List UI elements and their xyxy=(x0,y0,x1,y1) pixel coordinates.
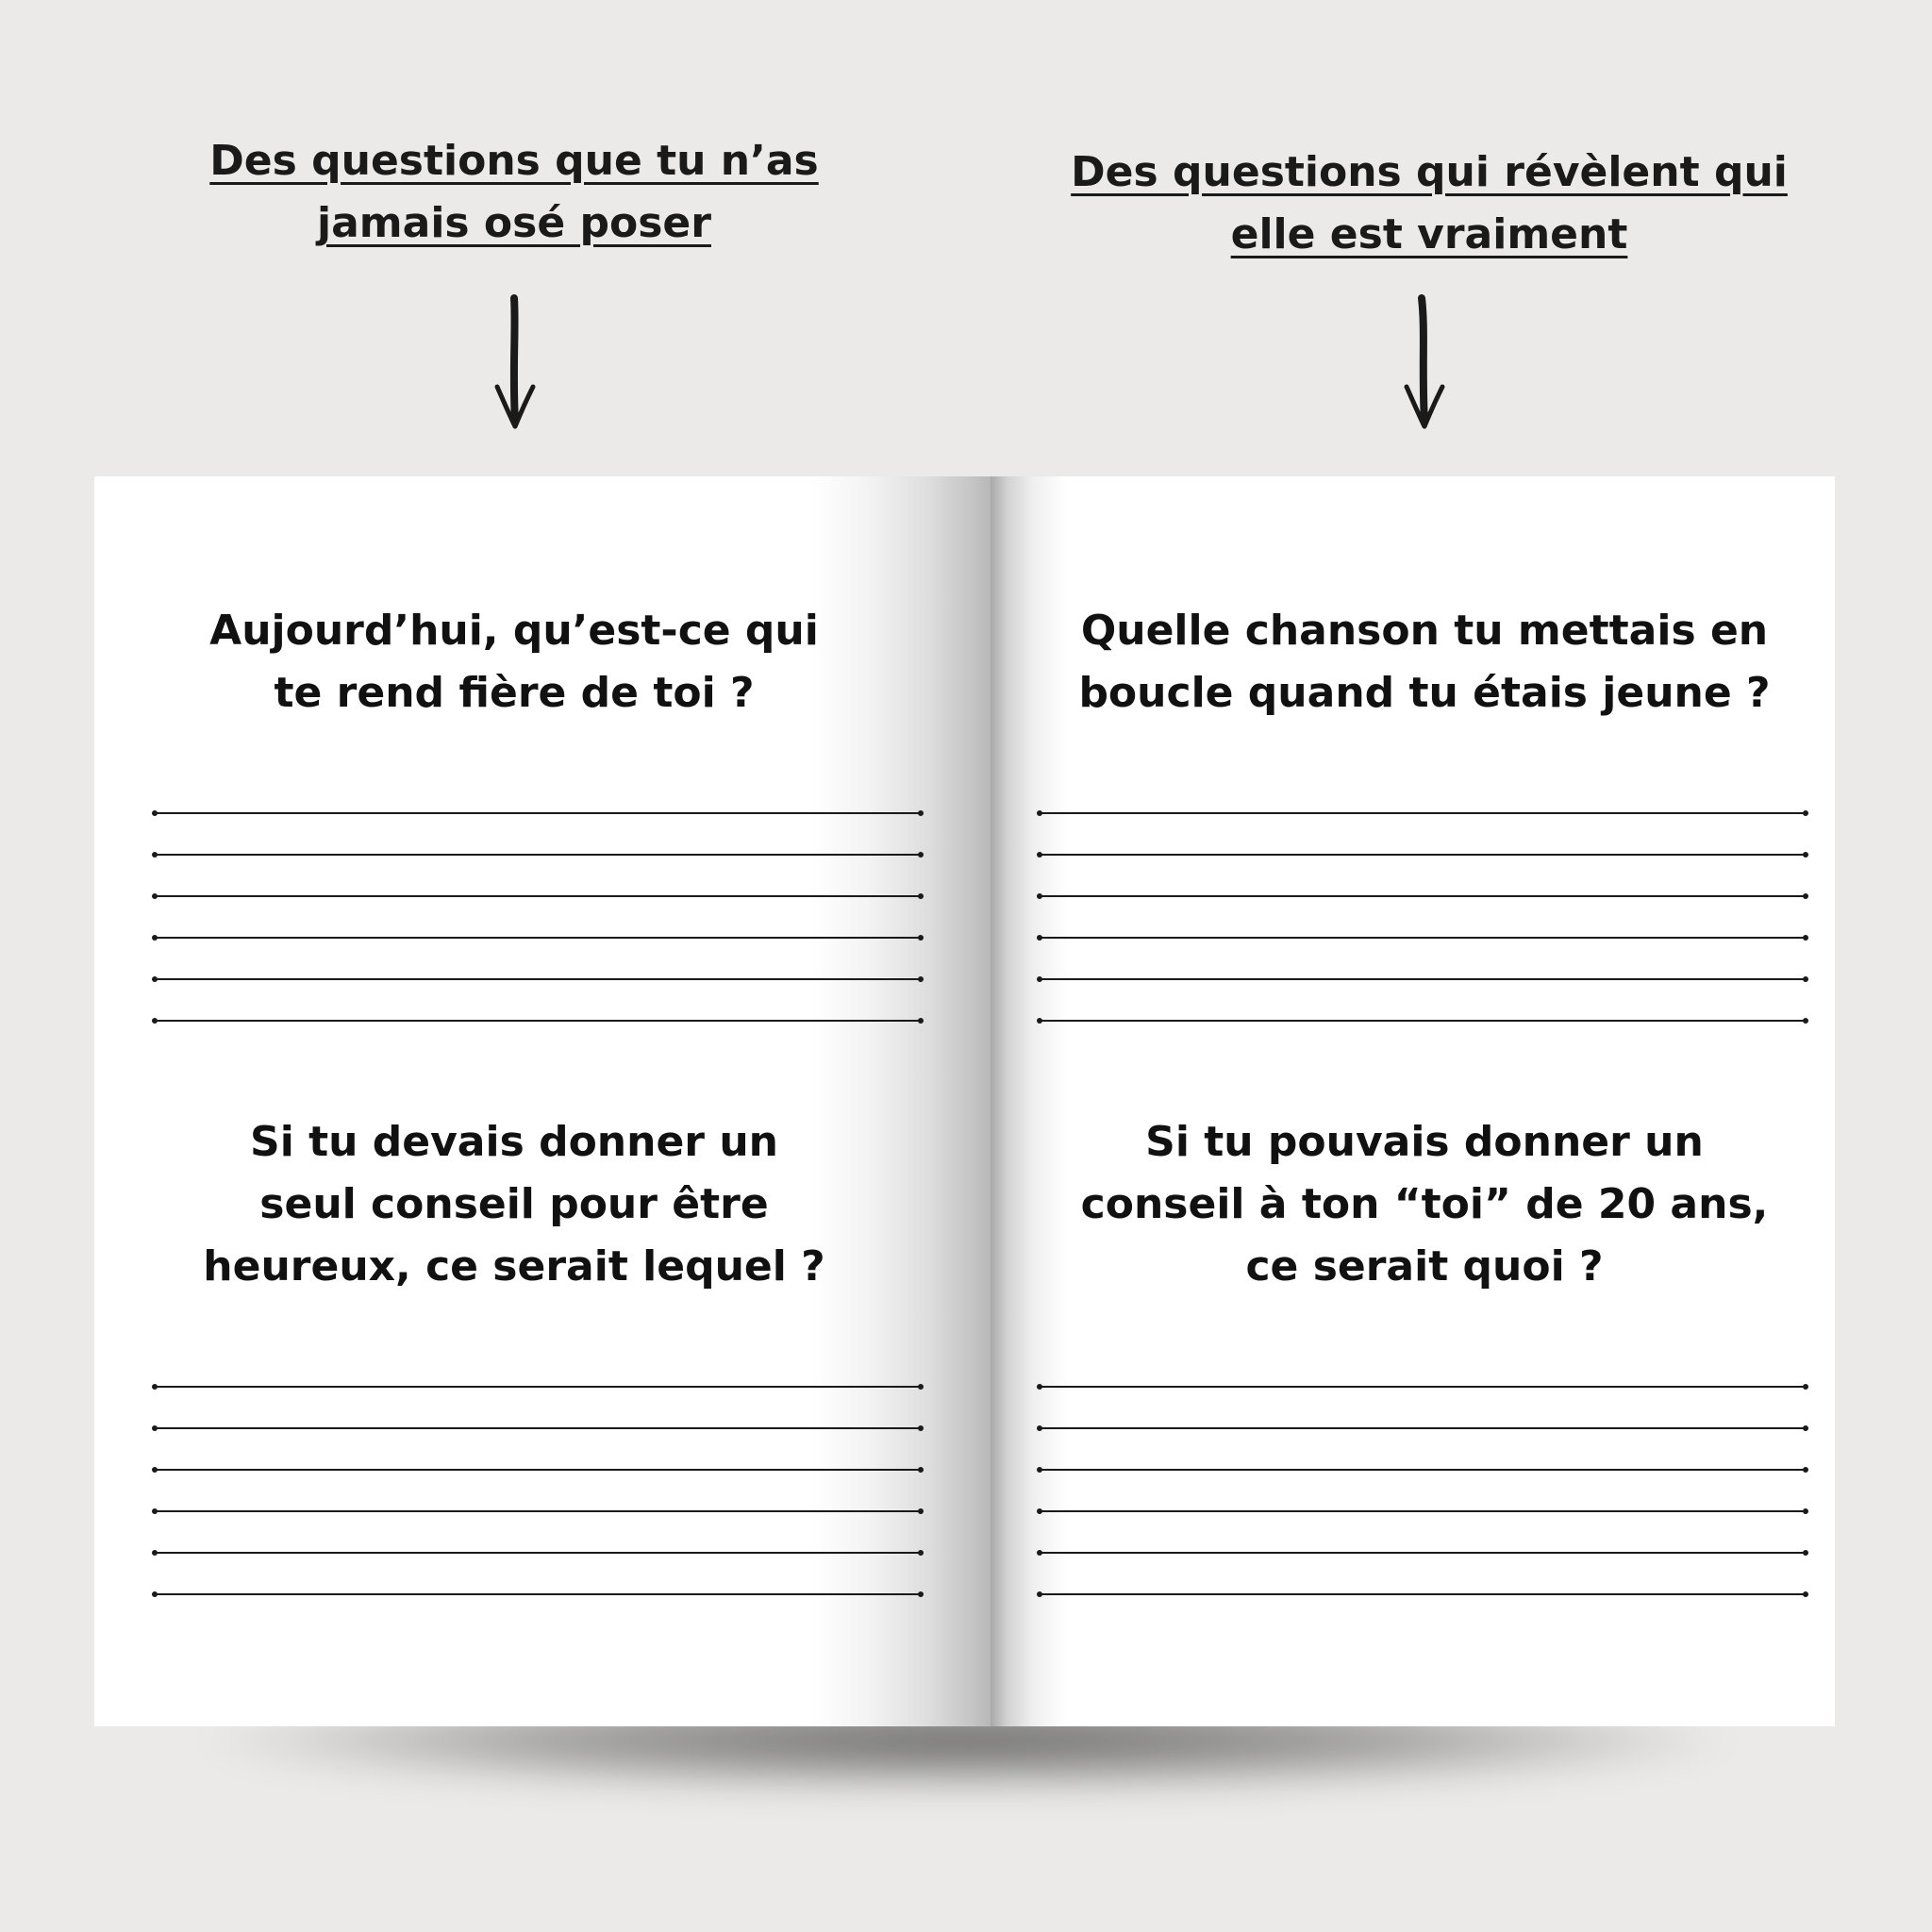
answer-line[interactable] xyxy=(1040,1552,1806,1554)
answer-line[interactable] xyxy=(155,854,921,856)
answer-line[interactable] xyxy=(155,1552,921,1554)
answer-line[interactable] xyxy=(1040,1510,1806,1512)
answer-line[interactable] xyxy=(155,1510,921,1512)
answer-line[interactable] xyxy=(1040,1427,1806,1429)
left-caption: Des questions que tu n’as jamais osé poser xyxy=(209,137,819,247)
answer-line[interactable] xyxy=(155,1469,921,1471)
left-answer-lines-2[interactable] xyxy=(155,1386,921,1635)
answer-line[interactable] xyxy=(155,937,921,939)
left-answer-lines-1[interactable] xyxy=(155,812,921,1061)
answer-line[interactable] xyxy=(155,1427,921,1429)
down-arrow-icon xyxy=(488,292,544,434)
answer-line[interactable] xyxy=(1040,937,1806,939)
answer-line[interactable] xyxy=(1040,978,1806,980)
answer-line[interactable] xyxy=(155,895,921,897)
right-question-2: Si tu pouvais donner un conseil à ton “toi” de 20 ans, ce serait quoi ? xyxy=(1080,1118,1769,1291)
answer-line[interactable] xyxy=(155,812,921,814)
answer-line[interactable] xyxy=(1040,812,1806,814)
down-arrow-icon xyxy=(1396,292,1453,434)
left-question-2: Si tu devais donner un seul conseil pour être heureux, ce serait lequel ? xyxy=(203,1118,825,1291)
answer-line[interactable] xyxy=(155,1020,921,1022)
answer-line[interactable] xyxy=(155,1593,921,1595)
left-question-1: Aujourd’hui, qu’est-ce qui te rend fière de toi ? xyxy=(209,607,819,717)
answer-line[interactable] xyxy=(1040,854,1806,856)
answer-line[interactable] xyxy=(155,1386,921,1388)
right-answer-lines-1[interactable] xyxy=(1040,812,1806,1061)
right-question-1: Quelle chanson tu mettais en boucle quand tu étais jeune ? xyxy=(1078,607,1771,717)
right-caption: Des questions qui révèlent qui elle est vraiment xyxy=(1071,148,1788,258)
answer-line[interactable] xyxy=(155,978,921,980)
answer-line[interactable] xyxy=(1040,1469,1806,1471)
answer-line[interactable] xyxy=(1040,1386,1806,1388)
answer-line[interactable] xyxy=(1040,1020,1806,1022)
right-answer-lines-2[interactable] xyxy=(1040,1386,1806,1635)
answer-line[interactable] xyxy=(1040,1593,1806,1595)
answer-line[interactable] xyxy=(1040,895,1806,897)
